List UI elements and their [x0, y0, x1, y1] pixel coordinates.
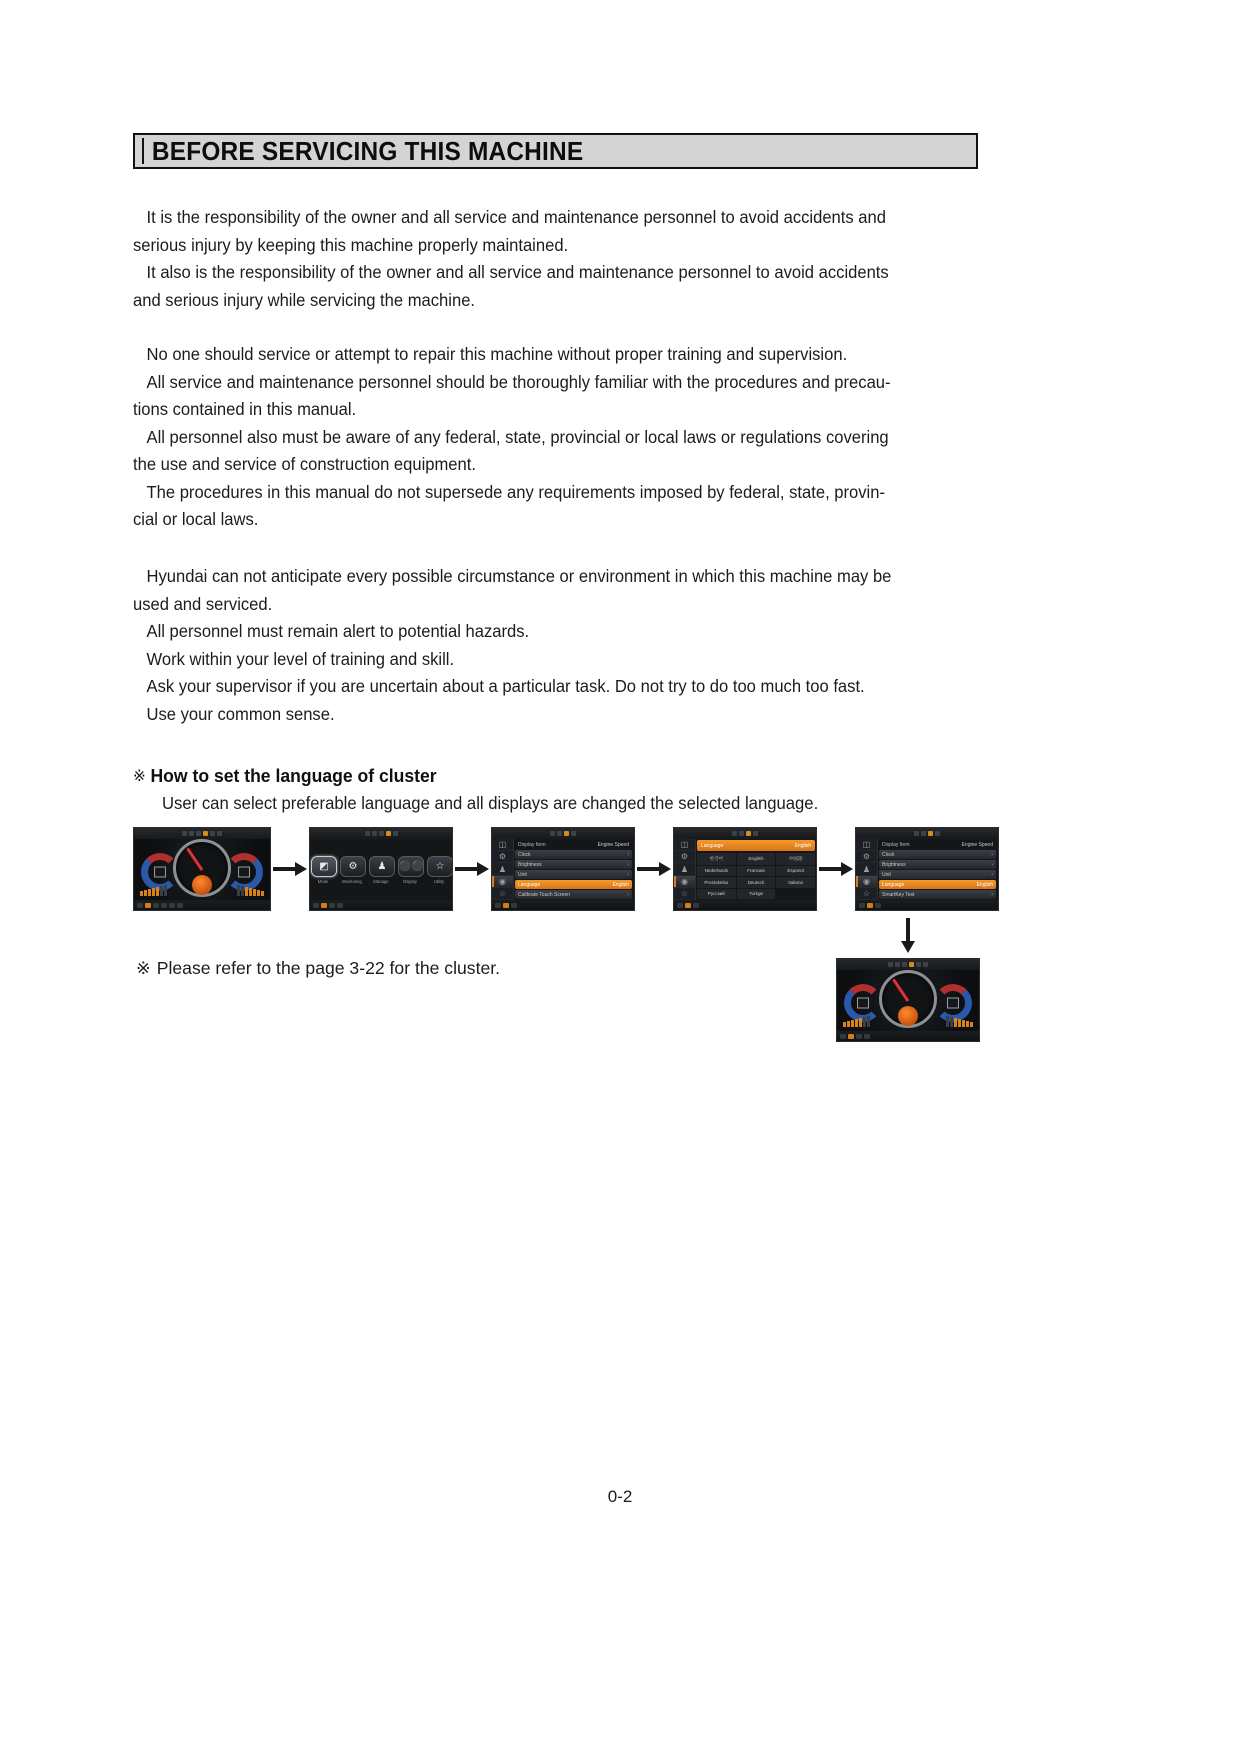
status-icon — [888, 962, 893, 967]
language-grid-column — [696, 839, 816, 900]
refer-note — [136, 958, 500, 979]
section-subtext: User can select preferable language and all displays are changed the selected language. — [162, 793, 819, 813]
status-bar — [837, 959, 979, 970]
settings-row-label: Display Item — [518, 841, 546, 848]
utility-icon[interactable]: ☆ — [427, 856, 453, 877]
indicator-icon — [145, 903, 151, 908]
status-icon — [753, 831, 758, 836]
page-title: BEFORE SERVICING THIS MACHINE — [151, 135, 584, 166]
chevron-right-icon: › — [627, 871, 629, 878]
mode-icon[interactable]: ◫ — [856, 839, 877, 851]
category-rail — [856, 839, 878, 900]
warning-icon — [928, 831, 933, 836]
indicator-icon — [859, 903, 865, 908]
bar-segment — [261, 891, 264, 896]
utility-icon[interactable]: ☆ — [492, 888, 513, 900]
utility-icon[interactable]: ☆ — [856, 888, 877, 900]
bar-segment — [946, 1016, 949, 1027]
settings-row-value: Engine Speed — [961, 841, 993, 848]
language-option[interactable]: Русский — [697, 889, 736, 900]
menu-icon-label: Utility — [433, 879, 445, 884]
indicator-icon — [169, 903, 175, 908]
indicator-icon — [503, 903, 509, 908]
status-icon — [895, 962, 900, 967]
display-icon[interactable]: ◉ — [674, 876, 695, 888]
status-icon — [571, 831, 576, 836]
utility-icon[interactable]: ☆ — [674, 888, 695, 900]
bar-segment — [851, 1020, 854, 1027]
paragraph-line: Ask your supervisor if you are uncertain about a particular task. Do not try to do too much too fast. — [146, 676, 865, 696]
section-heading — [133, 765, 437, 787]
bar-segment — [970, 1022, 973, 1027]
paragraph-block-2 — [133, 341, 949, 534]
bar-segment — [950, 1017, 953, 1027]
menu-icon-utility[interactable] — [427, 856, 451, 884]
indicator-icon — [693, 903, 699, 908]
bar-segment — [160, 886, 163, 896]
indicator-icon — [337, 903, 343, 908]
bar-segment — [241, 886, 244, 896]
gauge-label-box — [947, 998, 959, 1009]
mode-icon[interactable]: ◫ — [674, 839, 695, 851]
language-grid-area — [674, 839, 816, 900]
page-title-banner — [133, 133, 978, 169]
settings-row-label: Calibrate Touch Screen — [518, 891, 570, 898]
flow-arrow-right-icon — [273, 862, 307, 876]
bottom-bar — [674, 900, 816, 910]
paragraph-line: the use and service of construction equipment. — [133, 454, 476, 474]
main-menu-icon-row — [310, 856, 452, 884]
status-bar — [134, 828, 270, 839]
bar-segment — [156, 887, 159, 896]
flow-row — [133, 827, 999, 911]
status-icon — [365, 831, 370, 836]
status-icon — [916, 962, 921, 967]
indicator-icon — [840, 1034, 846, 1039]
settings-row-label: SmartKey Test — [882, 891, 915, 898]
indicator-icon — [677, 903, 683, 908]
language-option[interactable]: Nederlands — [697, 866, 736, 877]
status-icon — [914, 831, 919, 836]
bottom-bar — [134, 900, 270, 910]
menu-icon-label: Manage — [373, 879, 389, 884]
paragraph-line: cial or local laws. — [133, 509, 259, 529]
flow-step-cluster-final — [836, 958, 980, 1042]
chevron-right-icon: › — [991, 861, 993, 868]
paragraph-line: Use your common sense. — [146, 703, 335, 724]
warning-icon — [203, 831, 208, 836]
bottom-bar — [492, 900, 634, 910]
flow-arrow-down-icon — [901, 918, 915, 954]
menu-icon-label: Display — [403, 879, 417, 884]
settings-row[interactable] — [515, 840, 632, 849]
paragraph-line: serious injury by keeping this machine properly maintained. — [133, 234, 569, 255]
category-rail — [492, 839, 514, 900]
right-bar-graph — [946, 1016, 973, 1027]
settings-row[interactable] — [515, 850, 632, 859]
settings-list-area — [492, 839, 634, 900]
indicator-icon — [511, 903, 517, 908]
menu-icon-monitoring[interactable] — [340, 856, 364, 884]
bar-segment — [140, 891, 143, 896]
left-bar-graph — [140, 885, 167, 896]
bar-segment — [257, 890, 260, 896]
bar-segment — [164, 885, 167, 896]
indicator-icon — [329, 903, 335, 908]
settings-row[interactable] — [879, 850, 996, 859]
bar-segment — [843, 1022, 846, 1027]
settings-rows — [514, 839, 634, 900]
manage-icon[interactable]: ♟ — [369, 856, 395, 877]
paragraph-line: tions contained in this manual. — [133, 399, 357, 419]
settings-row-label: Display Item — [882, 841, 910, 848]
bar-segment — [859, 1018, 862, 1027]
paragraph-line: and serious injury while servicing the machine. — [133, 289, 476, 310]
indicator-icon — [161, 903, 167, 908]
paragraph-block-3 — [133, 563, 949, 728]
monitoring-icon[interactable]: ⚙ — [340, 856, 366, 877]
warning-icon — [746, 831, 751, 836]
language-options-grid — [697, 853, 815, 899]
gauge-label-box — [154, 867, 166, 878]
language-option[interactable]: Italiano — [776, 877, 815, 888]
indicator-icon — [137, 903, 143, 908]
menu-icon-mode[interactable] — [311, 856, 335, 884]
bar-segment — [249, 888, 252, 896]
flow-step-cluster-gauge — [133, 827, 271, 911]
monitoring-icon[interactable]: ⚙ — [856, 851, 877, 863]
menu-icon-label: Monitoring — [342, 879, 362, 884]
indicator-icon — [685, 903, 691, 908]
settings-row-label: Clock — [882, 851, 895, 858]
bottom-bar — [837, 1031, 979, 1041]
status-bar — [856, 828, 998, 839]
status-icon — [393, 831, 398, 836]
mode-icon[interactable]: ◫ — [492, 839, 513, 851]
status-icon — [921, 831, 926, 836]
paragraph-line: Hyundai can not anticipate every possible circumstance or environment in which this machine may be — [146, 566, 892, 586]
language-option-empty — [776, 889, 815, 900]
indicator-icon — [848, 1034, 854, 1039]
bar-segment — [152, 888, 155, 896]
status-icon — [182, 831, 187, 836]
settings-row[interactable] — [515, 880, 632, 889]
right-bar-graph — [237, 885, 264, 896]
manage-icon[interactable]: ♟ — [492, 863, 513, 875]
language-setup-flow — [133, 827, 993, 917]
status-icon — [935, 831, 940, 836]
settings-row[interactable] — [879, 890, 996, 899]
mode-icon[interactable]: ◩ — [311, 856, 337, 877]
language-option[interactable]: 한국어 — [697, 853, 736, 865]
paragraph-line: It also is the responsibility of the owner and all service and maintenance personnel to avoid accidents — [146, 262, 889, 282]
bar-segment — [966, 1021, 969, 1027]
bar-segment — [855, 1019, 858, 1027]
indicator-icon — [495, 903, 501, 908]
refer-note-text: Please refer to the page 3-22 for the cluster. — [156, 958, 501, 978]
gauge-label-box — [238, 867, 250, 878]
chevron-right-icon: › — [627, 851, 629, 858]
paragraph-line: It is the responsibility of the owner and all service and maintenance personnel to avoid accidents and — [146, 207, 886, 227]
settings-row[interactable] — [515, 870, 632, 879]
display-icon[interactable]: ⚫⚫ — [398, 856, 424, 877]
paragraph-line: All personnel also must be aware of any federal, state, provincial or local laws or regulations covering — [146, 426, 889, 447]
status-bar — [492, 828, 634, 839]
status-icon — [902, 962, 907, 967]
settings-rows — [878, 839, 998, 900]
language-option[interactable]: Deutsch — [737, 877, 776, 888]
indicator-icon — [321, 903, 327, 908]
settings-row-label: Clock — [518, 851, 531, 858]
language-option[interactable]: Espanol — [776, 866, 815, 877]
settings-row[interactable] — [879, 840, 996, 849]
bottom-bar — [856, 900, 998, 910]
warning-icon — [386, 831, 391, 836]
flow-arrow-right-icon — [819, 862, 853, 876]
bar-segment — [954, 1018, 957, 1027]
settings-row-label: Brightness — [882, 861, 906, 868]
settings-row-value: Engine Speed — [597, 841, 629, 848]
chevron-right-icon: › — [627, 891, 629, 898]
language-option[interactable]: Turkge — [737, 889, 776, 900]
bar-segment — [863, 1017, 866, 1027]
chevron-right-icon: › — [991, 871, 993, 878]
flow-step-settings-list — [491, 827, 635, 911]
paragraph-block-1 — [133, 204, 949, 314]
page-number: 0-2 — [607, 1487, 633, 1506]
paragraph-line: The procedures in this manual do not supersede any requirements imposed by federal, state, provin- — [146, 481, 885, 502]
indicator-icon — [313, 903, 319, 908]
settings-row[interactable] — [515, 890, 632, 899]
flow-arrow-right-icon — [455, 862, 489, 876]
language-option[interactable]: Prostokelso — [697, 877, 736, 888]
chevron-right-icon: › — [991, 891, 993, 898]
status-icon — [739, 831, 744, 836]
indicator-icon — [856, 1034, 862, 1039]
status-icon — [557, 831, 562, 836]
manage-icon[interactable]: ♟ — [674, 863, 695, 875]
indicator-icon — [875, 903, 881, 908]
monitoring-icon[interactable]: ⚙ — [674, 851, 695, 863]
flow-step-icon-menu — [309, 827, 453, 911]
settings-row[interactable] — [879, 870, 996, 879]
status-icon — [372, 831, 377, 836]
left-bar-graph — [843, 1016, 870, 1027]
language-header-value: English — [794, 842, 811, 849]
settings-row-label: Brightness — [518, 861, 542, 868]
page-footer — [0, 1487, 1240, 1507]
indicator-icon — [153, 903, 159, 908]
status-icon — [550, 831, 555, 836]
status-icon — [196, 831, 201, 836]
reference-mark-icon: ※ — [133, 768, 146, 785]
status-icon — [379, 831, 384, 836]
paragraph-line: No one should service or attempt to repair this machine without proper training and supervision. — [146, 344, 848, 364]
category-rail — [674, 839, 696, 900]
bar-segment — [253, 889, 256, 896]
status-icon — [732, 831, 737, 836]
display-icon[interactable]: ◉ — [856, 876, 877, 888]
language-option[interactable]: English — [737, 853, 776, 865]
language-option[interactable]: Francais — [737, 866, 776, 877]
menu-icon-label: Mode — [317, 879, 329, 884]
settings-row[interactable] — [879, 860, 996, 869]
display-icon[interactable]: ◉ — [492, 876, 513, 888]
settings-row-label: Language — [518, 881, 541, 888]
language-option[interactable]: 中国語 — [776, 853, 815, 865]
status-bar — [674, 828, 816, 839]
settings-row-label: Unit — [882, 871, 891, 878]
warning-icon — [909, 962, 914, 967]
status-bar — [310, 828, 452, 839]
settings-row[interactable] — [515, 860, 632, 869]
status-icon — [210, 831, 215, 836]
status-icon — [217, 831, 222, 836]
gauge-area — [837, 970, 979, 1031]
bottom-bar — [310, 900, 452, 910]
flow-step-settings-list-updated — [855, 827, 999, 911]
indicator-icon — [864, 1034, 870, 1039]
warning-icon — [564, 831, 569, 836]
bar-segment — [867, 1016, 870, 1027]
menu-icon-display[interactable] — [398, 856, 422, 884]
bar-segment — [958, 1019, 961, 1027]
bar-segment — [245, 887, 248, 896]
chevron-right-icon: › — [991, 851, 993, 858]
bar-segment — [237, 885, 240, 896]
indicator-icon — [867, 903, 873, 908]
status-icon — [189, 831, 194, 836]
paragraph-line: All personnel must remain alert to potential hazards. — [146, 621, 530, 641]
indicator-icon — [177, 903, 183, 908]
flow-step-language-grid — [673, 827, 817, 911]
status-icon — [923, 962, 928, 967]
menu-icon-manage[interactable] — [369, 856, 393, 884]
language-header-label: Language — [701, 842, 724, 849]
flow-arrow-right-icon — [637, 862, 671, 876]
manage-icon[interactable]: ♟ — [856, 863, 877, 875]
chevron-right-icon: › — [627, 861, 629, 868]
paragraph-line: used and serviced. — [133, 593, 273, 614]
settings-row-value: English — [612, 881, 629, 888]
paragraph-line: Work within your level of training and skill. — [146, 648, 455, 669]
settings-row-label: Unit — [518, 871, 527, 878]
bar-segment — [962, 1020, 965, 1027]
monitoring-icon[interactable]: ⚙ — [492, 851, 513, 863]
language-header-row — [697, 840, 815, 851]
settings-row-value: English — [976, 881, 993, 888]
settings-row-label: Language — [882, 881, 905, 888]
settings-row[interactable] — [879, 880, 996, 889]
gauge-label-box — [857, 998, 869, 1009]
bar-segment — [144, 890, 147, 896]
bar-segment — [148, 889, 151, 896]
gauge-area — [134, 839, 270, 900]
reference-mark-icon: ※ — [136, 958, 151, 978]
bar-segment — [847, 1021, 850, 1027]
paragraph-line: All service and maintenance personnel should be thoroughly familiar with the procedures and precau- — [146, 371, 891, 392]
settings-list-area — [856, 839, 998, 900]
section-heading-text: How to set the language of cluster — [150, 765, 437, 786]
